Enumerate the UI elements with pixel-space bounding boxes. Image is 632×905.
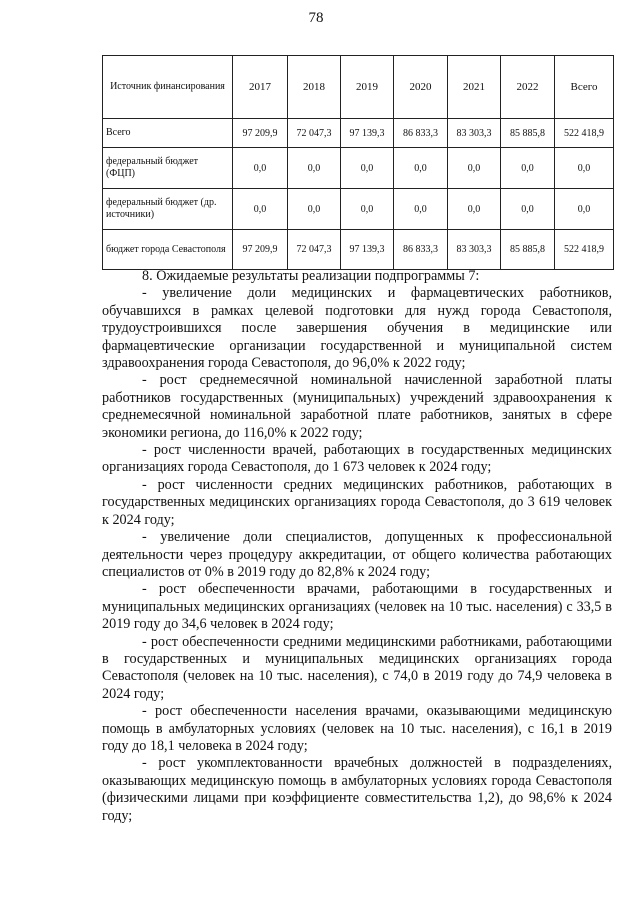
table-row: [103, 230, 614, 270]
table-row: [103, 148, 614, 189]
header-year: 2022: [501, 56, 555, 119]
cell-value: 85 885,8: [501, 119, 555, 148]
cell-value: 0,0: [288, 148, 341, 189]
cell-value: 0,0: [448, 148, 501, 189]
header-year: 2017: [233, 56, 288, 119]
header-source: Источник финансирования: [103, 56, 233, 119]
list-item: - рост обеспеченности врачами, работающими в государственных и муниципальных медицинских организациях (человек на 10 тыс. населения) с 33,5 в 2019 году до 34,6 человек в 2024 году;: [102, 581, 612, 633]
cell-value: 0,0: [501, 189, 555, 230]
cell-value: 83 303,3: [448, 119, 501, 148]
list-item: - рост укомплектованности врачебных должностей в подразделениях, оказывающих медицинскую помощь в амбулаторных условиях города Севастополя (физическими лицами при коэффициенте совместительства 1,2), до 98,6% к 2024 году;: [102, 755, 612, 824]
cell-value: 0,0: [394, 148, 448, 189]
cell-value: 72 047,3: [288, 230, 341, 270]
section-heading: 8. Ожидаемые результаты реализации подпрограммы 7:: [142, 268, 480, 284]
cell-value: 0,0: [233, 148, 288, 189]
list-item: - рост обеспеченности населения врачами, оказывающими медицинскую помощь в амбулаторных условиях (человек на 10 тыс. населения), с 16,1 в 2019 году до 18,1 человека в 2024 году;: [102, 703, 612, 754]
list-item: - увеличение доли медицинских и фармацевтических работников, обучавшихся в рамках целевой подготовки для нужд города Севастополя, трудоустроившихся после завершения обучения в медицинские или фармацевтические организации государственной и муниципальной систем здравоохранения города Севастополя, до 96,0% к 2022 году;: [102, 285, 612, 372]
cell-value: 0,0: [501, 148, 555, 189]
page-number: 78: [308, 10, 324, 26]
header-year: 2018: [288, 56, 341, 119]
cell-value: 0,0: [555, 148, 614, 189]
row-label: бюджет города Севастополя: [103, 230, 233, 270]
list-item: - рост численности врачей, работающих в государственных медицинских организациях города Севастополя, до 1 673 человек к 2024 году;: [102, 442, 612, 476]
list-item: - рост среднемесячной номинальной начисленной заработной платы работников государственных (муниципальных) учреждений здравоохранения к среднемесячной номинальной заработной плате работников, занятых в сфере экономики региона, до 116,0% к 2022 году;: [102, 372, 612, 441]
header-total: Всего: [555, 56, 614, 119]
cell-value: 0,0: [288, 189, 341, 230]
cell-value: 0,0: [394, 189, 448, 230]
row-label: федеральный бюджет (др. источники): [103, 189, 233, 230]
cell-value: 86 833,3: [394, 119, 448, 148]
row-label: федеральный бюджет (ФЦП): [103, 148, 233, 189]
header-year: 2020: [394, 56, 448, 119]
financing-table: [102, 55, 614, 270]
cell-value: 0,0: [341, 189, 394, 230]
list-item: - увеличение доли специалистов, допущенных к профессиональной деятельности через процедуру аккредитации, от общего количества работающих специалистов от 0% в 2019 году до 82,8% к 2024 году;: [102, 529, 612, 580]
cell-value: 522 418,9: [555, 119, 614, 148]
cell-value: 0,0: [341, 148, 394, 189]
cell-value: 85 885,8: [501, 230, 555, 270]
cell-value: 86 833,3: [394, 230, 448, 270]
table-row: [103, 119, 614, 148]
cell-value: 83 303,3: [448, 230, 501, 270]
cell-value: 0,0: [555, 189, 614, 230]
list-item: - рост численности средних медицинских работников, работающих в государственных медицинских организациях города Севастополя, до 3 619 человек к 2024 году;: [102, 476, 612, 528]
cell-value: 522 418,9: [555, 230, 614, 270]
cell-value: 97 139,3: [341, 119, 394, 148]
cell-value: 97 209,9: [233, 230, 288, 270]
table-header-row: [103, 56, 614, 119]
expected-results-section: [102, 268, 612, 825]
row-label: Всего: [103, 119, 233, 148]
table-row: [103, 189, 614, 230]
list-item: - рост обеспеченности средними медицинскими работниками, работающими в государственных и муниципальных медицинских организациях города Севастополя (человек на 10 тыс. населения), с 74,0 в 2019 году до 74,9 человека в 2024 году;: [102, 633, 612, 702]
header-year: 2021: [448, 56, 501, 119]
cell-value: 97 209,9: [233, 119, 288, 148]
header-year: 2019: [341, 56, 394, 119]
cell-value: 72 047,3: [288, 119, 341, 148]
cell-value: 0,0: [233, 189, 288, 230]
cell-value: 97 139,3: [341, 230, 394, 270]
cell-value: 0,0: [448, 189, 501, 230]
